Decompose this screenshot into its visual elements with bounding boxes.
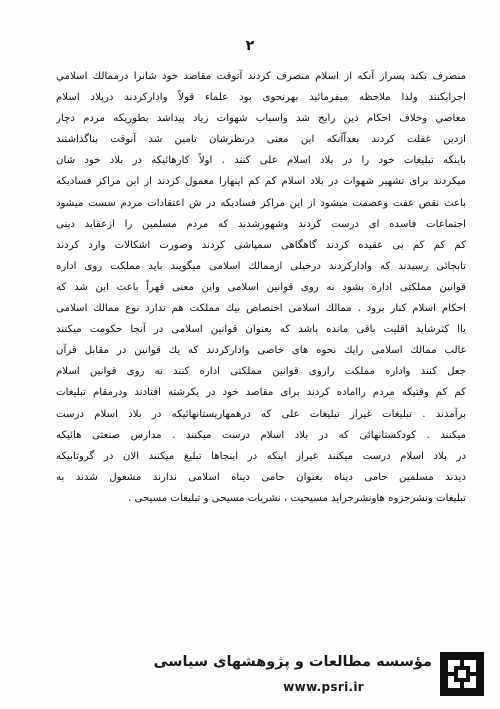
body-text: [56, 66, 466, 509]
psri-logo-icon: [440, 652, 484, 696]
text-line: اجتماعات فاسده اى درست كردند وشهورشدند كه مردم مسلمين را ازعقايد دينى: [56, 218, 466, 230]
text-line: جعل كنند واداره مملكت راروى قوانين مملكتى اداره كنند نه روى قوانين اسلام: [56, 366, 466, 378]
page-number: ۲: [245, 38, 255, 54]
text-line: منصرف بكند پسراز آنكه از اسلام منصرف كردند آنوقت مقاصد خود شانرا درممالك اسلامي: [56, 71, 466, 82]
text-line: ميكردند براى تشهير شهوات در بلاد اسلام كم كم اينهارا معمول كردند از اين مراكز فساديكه: [56, 176, 466, 188]
text-line: برآمدند . تبليغات غيراز تبليغات على كه درهمهاريستانهائيكه در بلاد اسلام درست: [56, 408, 466, 420]
footer-watermark: [92, 652, 484, 702]
institute-url: www.psri.ir: [283, 680, 364, 694]
text-line: ديدند مسلمين حامى ديناه بعنوان حامى ديناه اسلامى ندارند مشغول شدند به: [56, 471, 466, 483]
text-line: كم كم وقتيكه مردم رااماده كردند براى مقاصد خود در يكرشته افتادند ودرمقام تبليغات: [56, 387, 466, 399]
text-line: ياا كثرشايد اقليت باقى مانده باشد كه بعنوان قوانين اسلامى در آنجا حكومت ميكنند: [56, 324, 466, 336]
text-line: كم كم كم بى عقيده كردند گاهگاهى سمپاشى كردند وصورت اشكالات وارد كردند: [56, 239, 466, 251]
text-line: غالب ممالك اسلامى رايك نحوه هاى خاصى واداركردند كه يك قوانين در مقابل قرآن: [56, 345, 466, 357]
institute-name: مؤسسه مطالعات و پژوهشهای سیاسی: [153, 654, 432, 670]
text-line: باعث نقص عفت وعصمت ميشود از اين مراكز فساديكه در ش اعتقادات مردم سست ميشود: [56, 197, 466, 209]
text-line: باينكه تبليغات خود را در بلاد اسلام على كنند . اولاً كارهائيكه در بلاد خود شان: [56, 155, 466, 167]
text-line: در بلاد اسلام درست ميكنند غيراز اينكه در اينجاها تبليغ ميكنند الان در گروتابيكه: [56, 450, 466, 462]
text-line: تابجائى رسيدند كه واداركردند درخيلى ازممالك اسلامى ميگويند بايد مملكت روى اداره: [56, 260, 466, 272]
text-line: احكام اسلام كنار برود . ممالك اسلامى اختصاص بيك مملكت هم ندارد نوع ممالك اسلامى: [56, 303, 466, 315]
text-line: معاصي وخلاف احكام دين رايج شد واسباب شهوات زياد پيداشد بطوريكه مردم دچار: [56, 113, 466, 125]
text-line: قوانين مملكتى اداره بشود نه روى قوانين اسلامى واين معنى قهراً باعث اين شد كه: [56, 281, 466, 293]
text-line: اجرابكنند ولذا ملاحظه ميفرمائيد بهرنحوى بود علماء قولاً واداركردند درپلاد اسلام: [56, 92, 466, 104]
text-line: ميكنند . كودكستانهائى كه در بلاد اسلام درست ميكنند . مدارس صنعتى هائيكه: [56, 429, 466, 441]
text-line: تبليغات ونشرجزوه هاونشرجرايد مسيحيت ، نشريات مسيحى و تبليغات مسيحى .: [128, 492, 466, 504]
text-line: ازدين غفلت كردند بعداًآنكه اين معنى درنظرشان تامين شد آنوقت بناگذاشتند: [56, 134, 466, 146]
